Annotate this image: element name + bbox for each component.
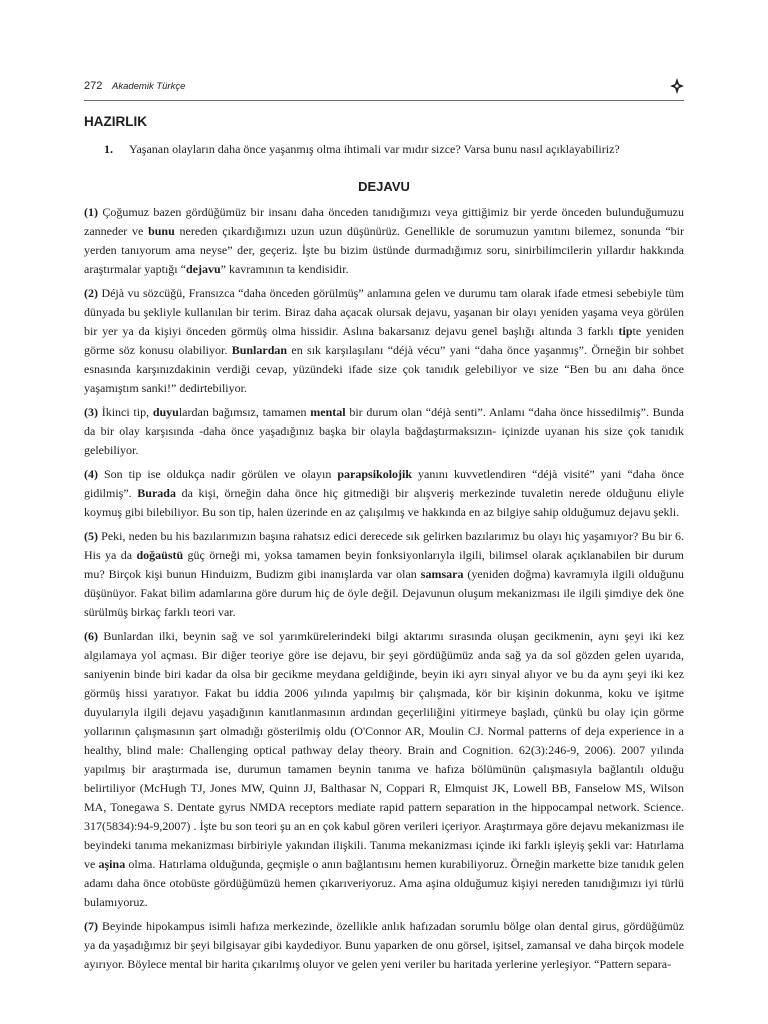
- paragraph-number: (2): [84, 286, 98, 300]
- question-number: 1.: [104, 142, 113, 156]
- bold-term: Burada: [137, 486, 176, 500]
- book-title: Akademik Türkçe: [112, 81, 186, 92]
- paragraph: [84, 203, 684, 279]
- header-rule: [84, 100, 684, 101]
- paragraph-text: Déjà vu sözcüğü, Fransızca “daha önceden görülmüş” anlamına gelen ve durumu tam olarak ifade etmesi sebebiyle tüm dünyada bu şekliyle kullanılan bir terim. Biraz daha açacak olursak dejavu, yaşanan bir olayı yeniden yaşama veya görülen bir yer ya da kişiyi önceden görmüş olma hissidir. Aslına bakarsanız dejavu genel başlığı altında 3 farklı: [84, 286, 684, 338]
- preparation-question: [104, 142, 620, 157]
- paragraph-text: güç örneği mi, yoksa tamamen beyin fonksiyonlarıyla ilgili, bilimsel olarak açıklanabilen bir durum mu? Birçok kişi bunun Hinduizm, Budizm gibi inanışlarda var olan: [84, 548, 684, 581]
- article-title: DEJAVU: [358, 179, 410, 194]
- section-heading: HAZIRLIK: [84, 114, 147, 129]
- bold-term: mental: [310, 405, 346, 419]
- paragraph: [84, 465, 684, 522]
- paragraph-text: ” kavramının ta kendisidir.: [220, 262, 349, 276]
- bold-term: Bunlardan: [231, 343, 288, 357]
- paragraph-number: (5): [84, 529, 98, 543]
- bold-term: duyu: [152, 405, 179, 419]
- bold-term: parapsikolojik: [337, 467, 413, 481]
- question-text: Yaşanan olayların daha önce yaşanmış olma ihtimali var mıdır sizce? Varsa bunu nasıl açıklayabiliriz?: [129, 142, 620, 156]
- paragraph-number: (1): [84, 205, 98, 219]
- paragraph-text: yanını kuvvetlendiren “déjà visité” yani “daha önce gidilmiş”.: [84, 467, 684, 500]
- paragraph-number: (7): [84, 919, 98, 933]
- paragraph-number: (6): [84, 629, 98, 643]
- compass-star-icon: [670, 78, 684, 97]
- paragraph: [84, 917, 684, 974]
- bold-term: aşina: [98, 857, 126, 871]
- paragraph-text: (yeniden doğma) kavramıyla ilgili olduğunu düşünüyor. Fakat bilim adamlarına göre durum hiç de öyle değil. Dejavunun oluşum mekanizması ile ilgili şimdiye dek öne sürülmüş birkaç farklı teori var.: [84, 567, 684, 619]
- bold-term: tip: [618, 324, 633, 338]
- paragraph-text: nereden çıkardığımızı uzun uzun düşünürüz. Genellikle de sorumuzun yanıtını bilemez, sonunda “bir yerden tanıyorum ama neyse” der, geçeriz. İşte bu bizim üstünde durmadığımız soru, sinirbilimcilerin yıllardır hakkında araştırmalar yaptığı “: [84, 224, 684, 276]
- bold-term: samsara: [420, 567, 464, 581]
- paragraph-text: Beyinde hipokampus isimli hafıza merkezinde, özellikle anlık hafızadan sorumlu bölge olan dental girus, gördüğümüz ya da yaşadığımız bir şeyi bilgisayar gibi kaydediyor. Bunu yaparken de onu görsel, işitsel, zamansal ve daha birçok modele ayırıyor. Böylece mental bir harita çıkarılmış oluyor ve gelen yeni veriler bu haritada yerlerine yerleşiyor. “Pattern separa-: [84, 919, 684, 971]
- paragraph-text: Çoğumuz bazen gördüğümüz bir insanı daha önceden tanıdığımızı veya gittiğimiz bir yerde önceden bulunduğumuzu zanneder ve: [84, 205, 684, 238]
- paragraph-text: olma. Hatırlama olduğunda, geçmişle o anın bağlantısını hemen kurabiliyoruz. Örneğin markette bize tanıdık gelen adamı daha önce otobüste gördüğümüzü hemen çıkarıveriyoruz. Ama aşina olduğumuz kişiyi nereden tanıdığımızı iyi türlü bulamıyoruz.: [84, 857, 684, 909]
- paragraph-number: (3): [84, 405, 98, 419]
- article-body: [84, 203, 684, 979]
- paragraph-text: lardan bağımsız, tamamen: [178, 405, 311, 419]
- paragraph-text: da kişi, örneğin daha önce hiç gitmediği bir alışveriş merkezinde tuvaletin nerede olduğunu eliyle koymuş gibi bilebiliyor. Bu son tip, halen üzerinde en az çalışılmış ve hakkında en az bilgiye sahip olduğumuz dejavu şekli.: [84, 486, 684, 519]
- page-number: 272: [84, 80, 103, 92]
- paragraph-text: bir durum olan “déjà senti”. Anlamı “daha önce hissedilmiş”. Bunda da bir olay karşısında -daha önce yaşadığınız başka bir olayla bağdaştırmaksızın- içinizde uyanan his size çok tanıdık gelebiliyor.: [84, 405, 684, 457]
- bold-term: dejavu: [185, 262, 221, 276]
- paragraph: [84, 403, 684, 460]
- paragraph-text: Son tip ise oldukça nadir görülen ve olayın: [98, 467, 338, 481]
- paragraph-text: en sık karşılaşılanı “déjà vécu” yani “daha önce yaşanmış”. Örneğin bir sohbet esnasında karşınızdakinin verdiği cevap, yüzündeki ifade size çok tanıdık gelebiliyor ve size “Ben bu anı daha önce yaşamıştım sanki!” dedirtebiliyor.: [84, 343, 684, 395]
- paragraph: [84, 627, 684, 912]
- paragraph: [84, 284, 684, 398]
- paragraph-text: İkinci tip,: [98, 405, 153, 419]
- paragraph-text: te yeniden görme söz konusu olabiliyor.: [84, 324, 684, 357]
- page-header: [84, 78, 684, 98]
- paragraph-text: Bunlardan ilki, beynin sağ ve sol yarımkürelerindeki bilgi aktarımı sırasında oluşan gecikmenin, aynı şeyi iki kez algılamaya yol açması. Bir diğer teoriye göre ise dejavu, bir şeyi gördüğümüz anda sağ ya da sol gözden gelen uyarıda, saniyenin binde biri kadar da olsa bir gecikme meydana geldiğinde, beyin iki ayrı sinyal alıyor ve bu da aynı şeyi iki kez görmüş hissi yaratıyor. Fakat bu iddia 2006 yılında yapılmış bir çalışmada, kör bir kişinin dokunma, koku ve işitme duyularıyla ilgili dejavu yaşadığının kanıtlanmasının ardından geçerliliğini yitirmeye başladı, çünkü bu olay için görme yollarının çalışmasının şart olmadığı gösterilmiş oldu (O'Connor AR, Moulin CJ. Normal patterns of deja experience in a healthy, blind male: Challenging optical pathway delay theory. Brain and Cognition. 62(3):246-9, 2006). 2007 yılında yapılmış bir araştırmada ise, durumun tamamen beynin tanıma ve hafıza bölümünün çalışmasıyla bağlantılı olduğu belirtiliyor (McHugh TJ, Jones MW, Quinn JJ, Balthasar N, Coppari R, Elmquist JK, Lowell BB, Fanselow MS, Wilson MA, Tonegawa S. Dentate gyrus NMDA receptors mediate rapid pattern separation in the hippocampal network. Science. 317(5834):94-9,2007) . İşte bu son teori şu an en çok kabul gören verileri içeriyor. Araştırmaya göre dejavu mekanizması ile beyindeki tanıma mekanizması birbiriyle yakından ilişkili. Tanıma mekanizması içinde iki farklı işleyiş şekli var: Hatırlama ve: [84, 629, 684, 871]
- bold-term: bunu: [148, 224, 175, 238]
- bold-term: doğaüstü: [136, 548, 184, 562]
- paragraph-number: (4): [84, 467, 98, 481]
- paragraph-text: Peki, neden bu his bazılarımızın başına rahatsız edici derecede sık gelirken bazılarımız bu olayı hiç yaşamıyor? Bu bir 6. His ya da: [84, 529, 684, 562]
- paragraph: [84, 527, 684, 622]
